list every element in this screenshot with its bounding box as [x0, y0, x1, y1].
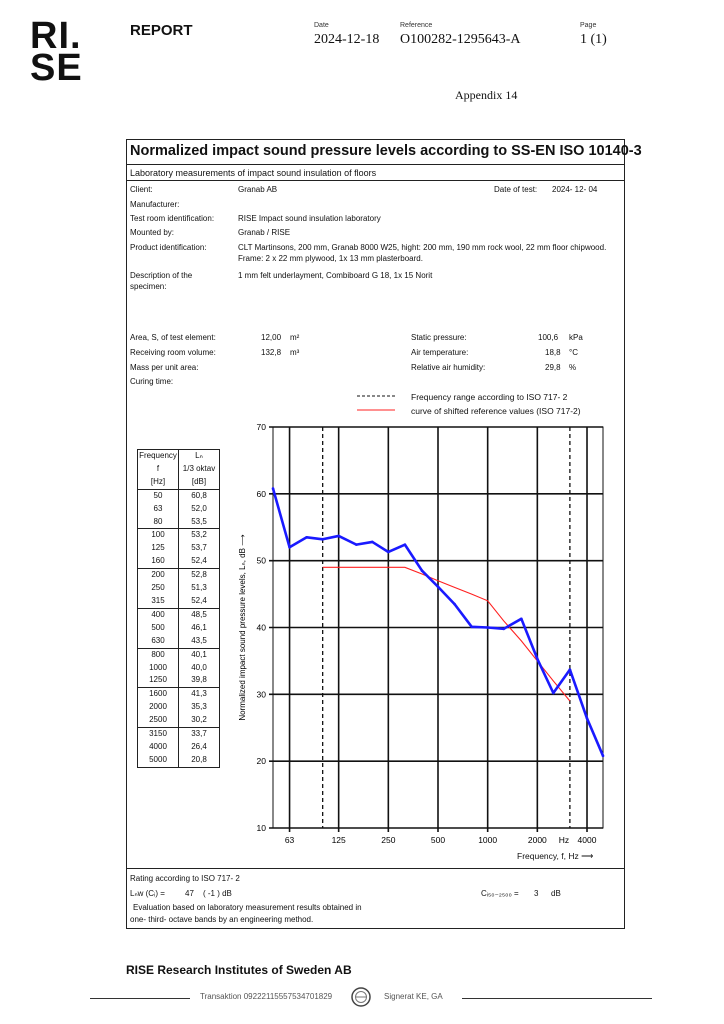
- table-row: [138, 569, 220, 582]
- x-tick-label: 125: [331, 835, 346, 845]
- x-tick-label: 63: [284, 835, 295, 845]
- seal-icon: [350, 986, 372, 1008]
- ln-cell: 26,4: [179, 741, 220, 754]
- humidity-value: 29,8: [545, 363, 561, 372]
- ci-value: ( -1 ) dB: [203, 889, 232, 898]
- chart-grid: [257, 422, 603, 845]
- measured-point: [602, 755, 605, 758]
- lnw-value: 47: [185, 889, 194, 898]
- ln-cell: 52,8: [179, 569, 220, 582]
- table-row: [138, 714, 220, 727]
- ln-cell: 51,3: [179, 582, 220, 595]
- measured-point: [337, 535, 340, 538]
- x-tick-label: 4000: [577, 835, 597, 845]
- frequency-cell: 50: [138, 489, 179, 502]
- table-row: [138, 728, 220, 741]
- legend-dashed-label: Frequency range according to ISO 717- 2: [411, 392, 568, 402]
- table-row: [138, 595, 220, 608]
- measured-point: [536, 658, 539, 661]
- ln-cell: 35,3: [179, 701, 220, 714]
- x-tick-label: 250: [381, 835, 396, 845]
- table-row: [138, 754, 220, 767]
- footer-company: RISE Research Institutes of Sweden AB: [126, 963, 352, 977]
- ln-cell: 53,7: [179, 542, 220, 555]
- area-label: Area, S, of test element:: [130, 333, 216, 342]
- page-label: Page: [580, 22, 597, 29]
- measured-point: [569, 668, 572, 671]
- table-row: [138, 529, 220, 542]
- rise-logo: [30, 15, 83, 89]
- table-row: [138, 741, 220, 754]
- table-row: [138, 662, 220, 675]
- description-value: 1 mm felt underlayment, Combiboard G 18, 1x 15 Norit: [238, 271, 433, 280]
- frequency-cell: 2500: [138, 714, 179, 727]
- reference-curve-line: [323, 567, 570, 701]
- frequency-table: [137, 449, 220, 768]
- ln-cell: 41,3: [179, 688, 220, 701]
- table-row: [138, 608, 220, 621]
- measured-point: [404, 543, 407, 546]
- measured-point: [355, 543, 358, 546]
- test-room-label: Test room identification:: [130, 214, 215, 223]
- frequency-table-body: [138, 450, 220, 768]
- footer-rule-right: [462, 998, 652, 999]
- evaluation-line2: one- third- octave bands by an engineering method.: [130, 915, 314, 924]
- ln-cell: 39,8: [179, 674, 220, 687]
- date-of-test-value: 2024- 12- 04: [552, 185, 598, 194]
- frequency-cell: 1250: [138, 674, 179, 687]
- x-tick-label: Hz: [558, 835, 570, 845]
- table-header-row: [138, 463, 220, 476]
- frequency-cell: 1600: [138, 688, 179, 701]
- table-row: [138, 555, 220, 568]
- static-pressure-unit: kPa: [569, 333, 583, 342]
- client-label: Client:: [130, 185, 153, 194]
- date-value: 2024-12-18: [314, 32, 380, 47]
- y-tick-label: 20: [256, 756, 266, 767]
- table-header-row: [138, 450, 220, 463]
- divider: [126, 180, 625, 181]
- reference-label: Reference: [400, 22, 433, 29]
- frequency-cell: 500: [138, 622, 179, 635]
- table-row: [138, 542, 220, 555]
- table-header-row: [138, 476, 220, 489]
- logo-line2: SE: [30, 47, 83, 89]
- legend-red-label: curve of shifted reference values (ISO 717-2): [411, 406, 581, 416]
- c-unit: dB: [551, 889, 561, 898]
- measured-point: [288, 546, 291, 549]
- mass-label: Mass per unit area:: [130, 363, 199, 372]
- frequency-cell: 125: [138, 542, 179, 555]
- ln-cell: 60,8: [179, 489, 220, 502]
- divider: [126, 164, 625, 165]
- frequency-cell: 250: [138, 582, 179, 595]
- humidity-unit: %: [569, 363, 577, 372]
- ln-cell: 52,4: [179, 595, 220, 608]
- legend-swatches: [355, 388, 400, 414]
- reference-value: O100282-1295643-A: [400, 32, 521, 47]
- frequency-cell: 160: [138, 555, 179, 568]
- x-tick-label: 1000: [478, 835, 498, 845]
- table-row: [138, 688, 220, 701]
- frequency-cell: 315: [138, 595, 179, 608]
- sheet-title: Normalized impact sound pressure levels according to SS-EN ISO 10140-3: [130, 143, 642, 159]
- mounted-by-label: Mounted by:: [130, 228, 175, 237]
- footer-transaction: Transaktion 09222115557534701829: [200, 992, 333, 1001]
- ln-cell: 52,4: [179, 555, 220, 568]
- product-value: CLT Martinsons, 200 mm, Granab 8000 W25, hight: 200 mm, 190 mm rock wool, 22 mm floor chipwood. Frame: 2 x 22 mm plywood, 1x 13 mm plasterboard.: [238, 243, 607, 263]
- ln-cell: 43,5: [179, 635, 220, 648]
- table-row: [138, 622, 220, 635]
- mounted-by-value: Granab / RISE: [238, 228, 291, 237]
- logo-line1: RI.: [30, 15, 82, 57]
- measured-point: [371, 541, 374, 544]
- frequency-cell: 3150: [138, 728, 179, 741]
- table-row: [138, 674, 220, 687]
- frequency-cell: 5000: [138, 754, 179, 767]
- product-label: Product identification:: [130, 243, 207, 252]
- area-unit: m²: [290, 333, 300, 342]
- volume-label: Receiving room volume:: [130, 348, 216, 357]
- ln-cell: 30,2: [179, 714, 220, 727]
- curing-label: Curing time:: [130, 377, 174, 386]
- y-tick-label: 30: [256, 689, 266, 700]
- table-row: [138, 516, 220, 529]
- y-tick-label: 10: [256, 823, 266, 833]
- footer-rule-left: [90, 998, 190, 999]
- frequency-cell: 630: [138, 635, 179, 648]
- ln-cell: 40,0: [179, 662, 220, 675]
- area-value: 12,00: [261, 333, 282, 342]
- table-header-oktav: 1/3 oktav: [179, 463, 220, 476]
- ln-cell: 33,7: [179, 728, 220, 741]
- rating-heading: Rating according to ISO 717- 2: [130, 874, 240, 883]
- air-temp-unit: °C: [569, 348, 578, 357]
- ln-cell: 20,8: [179, 754, 220, 767]
- table-header-ln: Lₙ: [179, 450, 220, 463]
- frequency-cell: 1000: [138, 662, 179, 675]
- measured-point: [586, 717, 589, 720]
- appendix-label: Appendix 14: [455, 88, 518, 102]
- volume-unit: m³: [290, 348, 300, 357]
- measured-point: [552, 692, 555, 695]
- humidity-label: Relative air humidity:: [411, 363, 486, 372]
- evaluation-line1: Evaluation based on laboratory measurement results obtained in: [133, 903, 362, 912]
- ln-cell: 48,5: [179, 608, 220, 621]
- description-label: Description of the specimen:: [130, 271, 193, 291]
- ln-cell: 46,1: [179, 622, 220, 635]
- footer-signed: Signerat KE, GA: [384, 992, 443, 1001]
- table-header-hz: [Hz]: [138, 476, 179, 489]
- y-tick-label: 70: [256, 422, 266, 432]
- frequency-cell: 800: [138, 648, 179, 661]
- y-tick-label: 50: [256, 555, 266, 566]
- lnw-label: Lₙw (Cᵢ) =: [130, 889, 165, 898]
- c-label: Cᵢ₅₀₋₂₅₀₀ =: [481, 889, 519, 898]
- chart-xlabel: Frequency, f, Hz ⟶: [517, 851, 594, 861]
- divider: [126, 868, 625, 869]
- c-value: 3: [534, 889, 539, 898]
- y-tick-label: 40: [256, 622, 266, 633]
- sheet-subtitle: Laboratory measurements of impact sound insulation of floors: [130, 168, 377, 178]
- ln-cell: 52,0: [179, 503, 220, 516]
- measured-point: [486, 626, 489, 629]
- measured-point: [453, 603, 456, 606]
- table-header-f: f: [138, 463, 179, 476]
- frequency-cell: 2000: [138, 701, 179, 714]
- impact-sound-chart: [230, 415, 620, 870]
- measured-point: [470, 626, 473, 629]
- date-label: Date: [314, 22, 329, 29]
- table-row: [138, 701, 220, 714]
- measured-point: [437, 585, 440, 588]
- manufacturer-label: Manufacturer:: [130, 200, 180, 209]
- measured-point: [305, 536, 308, 539]
- chart-ylabel: Normalized impact sound pressure levels, Lₙ, dB ⟶: [238, 534, 247, 721]
- frequency-cell: 100: [138, 529, 179, 542]
- page-value: 1 (1): [580, 32, 607, 47]
- measured-point: [387, 551, 390, 554]
- static-pressure-label: Static pressure:: [411, 333, 467, 342]
- client-value: Granab AB: [238, 185, 278, 194]
- static-pressure-value: 100,6: [538, 333, 559, 342]
- frequency-cell: 200: [138, 569, 179, 582]
- date-of-test-label: Date of test:: [494, 185, 538, 194]
- frequency-cell: 400: [138, 608, 179, 621]
- frequency-cell: 63: [138, 503, 179, 516]
- frequency-cell: 80: [138, 516, 179, 529]
- table-row: [138, 489, 220, 502]
- volume-value: 132,8: [261, 348, 282, 357]
- measured-point: [272, 487, 275, 490]
- x-tick-label: 500: [430, 835, 446, 845]
- y-tick-label: 60: [256, 488, 266, 499]
- ln-cell: 53,5: [179, 516, 220, 529]
- table-row: [138, 582, 220, 595]
- frequency-cell: 4000: [138, 741, 179, 754]
- air-temp-label: Air temperature:: [411, 348, 469, 357]
- x-tick-label: 2000: [527, 835, 547, 845]
- report-heading: REPORT: [130, 22, 193, 39]
- air-temp-value: 18,8: [545, 348, 561, 357]
- table-row: [138, 648, 220, 661]
- measured-point: [421, 569, 424, 572]
- table-header-frequency: Frequency: [138, 450, 179, 463]
- ln-cell: 53,2: [179, 529, 220, 542]
- ln-cell: 40,1: [179, 648, 220, 661]
- test-room-value: RISE Impact sound insulation laboratory: [238, 214, 381, 223]
- measured-point: [502, 628, 505, 631]
- table-row: [138, 503, 220, 516]
- measured-point: [321, 538, 324, 541]
- table-header-db: [dB]: [179, 476, 220, 489]
- table-row: [138, 635, 220, 648]
- measured-point: [520, 618, 523, 621]
